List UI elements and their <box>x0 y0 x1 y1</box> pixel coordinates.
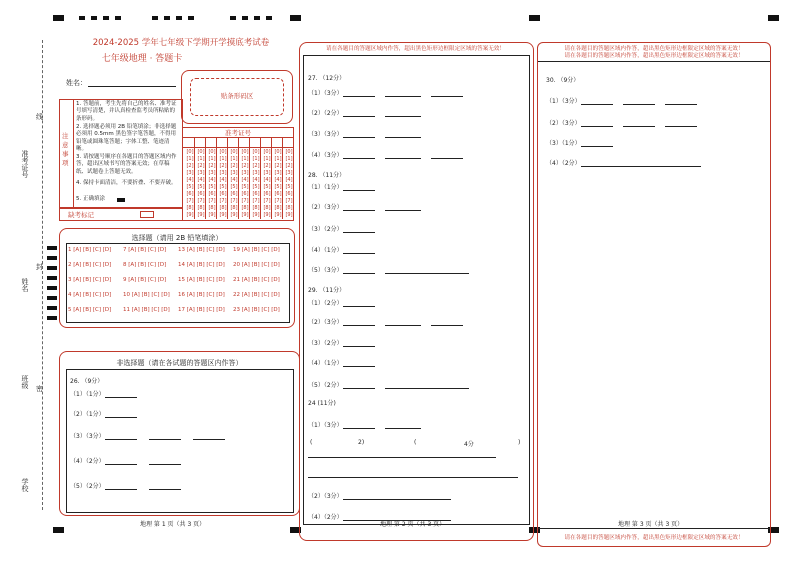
ticket-digit-cell[interactable]: [0] <box>219 149 227 155</box>
answer-line[interactable] <box>343 137 375 138</box>
mc-question[interactable]: 1 [A] [B] [C] [D] <box>68 247 112 253</box>
answer-line[interactable] <box>343 190 375 191</box>
mc-question[interactable]: 13 [A] [B] [C] [D] <box>178 247 225 253</box>
mc-title: 选择题（请用 2B 铅笔填涂） <box>131 234 223 242</box>
name-side-label: 姓名 <box>21 278 29 292</box>
ticket-digit-cell[interactable]: [7] <box>252 198 260 204</box>
notes-box <box>59 99 183 208</box>
ticket-grid[interactable] <box>182 127 294 221</box>
q29-part: （5）（2分） <box>308 382 343 389</box>
ticket-digit-cell[interactable]: [3] <box>241 170 249 176</box>
barcode-box <box>181 70 293 124</box>
ticket-digit-cell[interactable]: [1] <box>274 156 282 162</box>
timing-mark <box>768 15 779 21</box>
q24-part: （1）（3分） <box>308 422 343 429</box>
mc-question[interactable]: 22 [A] [B] [C] [D] <box>233 292 280 298</box>
answer-line[interactable] <box>149 439 181 440</box>
mc-question[interactable]: 21 [A] [B] [C] [D] <box>233 277 280 283</box>
ticket-digit-cell[interactable]: [0] <box>230 149 238 155</box>
timing-mark <box>115 16 121 20</box>
answer-line[interactable] <box>385 158 421 159</box>
ticket-digit-cell[interactable]: [2] <box>219 163 227 169</box>
ticket-digit-cell[interactable]: [7] <box>186 198 194 204</box>
q24-part: （4）（2分） <box>308 514 343 521</box>
ticket-digit-cell[interactable]: [4] <box>208 177 216 183</box>
answer-line[interactable] <box>105 439 137 440</box>
note-item: 4. 保持卡面清洁，不要折叠、不要弄破。 <box>76 180 177 186</box>
warning-text: 请在各题目的答题区域内作答，超出黑色矩形边框限定区域的答案无效！ <box>564 535 744 541</box>
fold-side-label: 密 <box>36 385 43 393</box>
q26-part: （1）（1分） <box>70 391 105 398</box>
ticket-digit-cell[interactable]: [1] <box>208 156 216 162</box>
timing-mark <box>242 16 248 20</box>
answer-line[interactable] <box>385 96 421 97</box>
ticket-digit-cell[interactable]: [8] <box>252 205 260 211</box>
page-footer-1: 地理 第 1 页（共 3 页） <box>140 521 206 528</box>
ticket-digit-cell[interactable]: [1] <box>263 156 271 162</box>
ticket-digit-cell[interactable]: [9] <box>263 212 271 218</box>
timing-mark <box>47 266 57 270</box>
note-item: 1. 答题前，考生先将自己的姓名、准考证号填写清楚，并认真检查监考员所粘贴的条形码。 <box>76 101 177 122</box>
ticket-digit-cell[interactable]: [6] <box>274 191 282 197</box>
ticket-digit-cell[interactable]: [4] <box>263 177 271 183</box>
line-side-label: 线 <box>36 113 43 121</box>
q27-part: （3）（3分） <box>308 131 343 138</box>
q28-part: （4）（1分） <box>308 247 343 254</box>
ticket-digit-cell[interactable]: [7] <box>208 198 216 204</box>
mc-question[interactable]: 5 [A] [B] [C] [D] <box>68 307 112 313</box>
timing-mark <box>176 16 182 20</box>
timing-mark <box>254 16 260 20</box>
answer-line[interactable] <box>385 428 421 429</box>
timing-mark <box>266 16 272 20</box>
ticket-digit-cell[interactable]: [7] <box>197 198 205 204</box>
ticket-digit-cell[interactable]: [0] <box>241 149 249 155</box>
ticket-digit-cell[interactable]: [6] <box>263 191 271 197</box>
ticket-digit-cell[interactable]: [4] <box>252 177 260 183</box>
ticket-digit-cell[interactable]: [6] <box>252 191 260 197</box>
q29-label: 29. （11分） <box>308 287 346 294</box>
name-field[interactable] <box>88 86 176 87</box>
answer-line[interactable] <box>343 232 375 233</box>
q26-part: （2）（1分） <box>70 411 105 418</box>
answer-line[interactable] <box>623 104 655 105</box>
timing-mark <box>47 246 57 250</box>
ticket-digit-cell[interactable]: [7] <box>263 198 271 204</box>
ticket-digit-cell[interactable]: [6] <box>208 191 216 197</box>
ticket-digit-cell[interactable]: [1] <box>230 156 238 162</box>
answer-line[interactable] <box>385 273 469 274</box>
q29-part: （1）（2分） <box>308 300 343 307</box>
answer-line[interactable] <box>343 325 375 326</box>
mc-question[interactable]: 16 [A] [B] [C] [D] <box>178 292 225 298</box>
answer-line[interactable] <box>431 325 463 326</box>
timing-mark <box>53 15 64 21</box>
q29-part: （3）（2分） <box>308 340 343 347</box>
ticket-digit-cell[interactable]: [5] <box>197 184 205 190</box>
q28-part: （5）（3分） <box>308 267 343 274</box>
answer-line[interactable] <box>343 96 375 97</box>
ticket-digit-cell[interactable]: [2] <box>197 163 205 169</box>
q28-part: （2）（3分） <box>308 204 343 211</box>
ticket-digit-cell[interactable]: [9] <box>219 212 227 218</box>
q28-part: （1）（1分） <box>308 184 343 191</box>
class-side-label: 班级 <box>21 375 29 389</box>
timing-mark <box>529 15 540 21</box>
ticket-digit-cell[interactable]: [7] <box>230 198 238 204</box>
ticket-digit-cell[interactable]: [5] <box>285 184 293 190</box>
warning-text: 请在各题目的答题区域内作答，超出黑色矩形边框限定区域的答案无效！ <box>564 53 744 59</box>
q24-part: （2）（3分） <box>308 493 343 500</box>
answer-line[interactable] <box>385 116 421 117</box>
mc-question[interactable]: 11 [A] [B] [C] [D] <box>123 307 170 313</box>
answer-line[interactable] <box>343 366 375 367</box>
ticket-digit-cell[interactable]: [0] <box>274 149 282 155</box>
answer-line[interactable] <box>581 126 613 127</box>
ticket-digit-cell[interactable]: [2] <box>274 163 282 169</box>
answer-line[interactable] <box>581 166 701 167</box>
ticket-digit-cell[interactable]: [2] <box>252 163 260 169</box>
timing-mark <box>103 16 109 20</box>
ticket-digit-cell[interactable]: [7] <box>219 198 227 204</box>
answer-line[interactable] <box>105 397 137 398</box>
mc-question[interactable]: 17 [A] [B] [C] [D] <box>178 307 225 313</box>
ticket-digit-cell[interactable]: [6] <box>197 191 205 197</box>
ticket-digit-cell[interactable]: [0] <box>285 149 293 155</box>
mc-question[interactable]: 19 [A] [B] [C] [D] <box>233 247 280 253</box>
answer-line[interactable] <box>581 104 613 105</box>
q26-part: （4）（2分） <box>70 458 105 465</box>
seal-side-label: 封 <box>36 263 43 271</box>
answer-line[interactable] <box>385 137 421 138</box>
binding-line <box>42 40 43 510</box>
answer-line[interactable] <box>308 477 518 478</box>
ticket-digit-cell[interactable]: [2] <box>208 163 216 169</box>
answer-line[interactable] <box>343 306 375 307</box>
answer-line[interactable] <box>343 158 375 159</box>
ticket-digit-cell[interactable]: [8] <box>274 205 282 211</box>
mc-question[interactable]: 20 [A] [B] [C] [D] <box>233 262 280 268</box>
timing-mark <box>47 316 57 320</box>
answer-line[interactable] <box>308 457 496 458</box>
ticket-digit-cell[interactable]: [2] <box>263 163 271 169</box>
ticket-digit-cell[interactable]: [3] <box>219 170 227 176</box>
ticket-digit-cell[interactable]: [5] <box>219 184 227 190</box>
barcode-label: 贴条形码区 <box>220 92 254 100</box>
q29-part: （4）（1分） <box>308 360 343 367</box>
ticket-digit-cell[interactable]: [3] <box>186 170 194 176</box>
q30-label: 30. （9分） <box>546 77 580 84</box>
absent-row <box>59 208 183 221</box>
ticket-digit-cell[interactable]: [8] <box>219 205 227 211</box>
note-item: 5. 正确填涂 <box>76 196 105 202</box>
mc-question[interactable]: 7 [A] [B] [C] [D] <box>123 247 167 253</box>
ticket-digit-cell[interactable]: [8] <box>208 205 216 211</box>
ticket-digit-cell[interactable]: [3] <box>252 170 260 176</box>
ticket-digit-cell[interactable]: [9] <box>230 212 238 218</box>
warning-text: 请在各题目的答题区域内作答，超出黑色矩形边框限定区域的答案无效！ <box>564 46 744 52</box>
answer-line[interactable] <box>343 388 375 389</box>
ticket-digit-cell[interactable]: [8] <box>263 205 271 211</box>
ticket-digit-cell[interactable]: [0] <box>252 149 260 155</box>
nonmc-title: 非选择题（请在各试题的答题区内作答） <box>116 359 243 367</box>
ticket-digit-cell[interactable]: [6] <box>230 191 238 197</box>
fill-sample <box>117 198 125 202</box>
ticket-digit-cell[interactable]: [9] <box>208 212 216 218</box>
q27-part: （2）（2分） <box>308 110 343 117</box>
mc-question[interactable]: 3 [A] [B] [C] [D] <box>68 277 112 283</box>
answer-line[interactable] <box>665 126 697 127</box>
ticket-digit-cell[interactable]: [5] <box>186 184 194 190</box>
ticket-digit-cell[interactable]: [1] <box>285 156 293 162</box>
answer-line[interactable] <box>343 253 375 254</box>
notes-title: 注意事项 <box>62 132 69 167</box>
ticket-digit-cell[interactable]: [7] <box>285 198 293 204</box>
ticket-digit-cell[interactable]: [9] <box>274 212 282 218</box>
answer-line[interactable] <box>149 489 181 490</box>
mc-question[interactable]: 15 [A] [B] [C] [D] <box>178 277 225 283</box>
q28-part: （3）（2分） <box>308 226 343 233</box>
ticket-digit-cell[interactable]: [6] <box>241 191 249 197</box>
timing-mark <box>290 15 301 21</box>
ticket-digit-cell[interactable]: [3] <box>230 170 238 176</box>
ticket-digit-cell[interactable]: [8] <box>230 205 238 211</box>
q30-part: （3）（1分） <box>546 140 581 147</box>
ticket-digit-cell[interactable]: [1] <box>241 156 249 162</box>
mc-question[interactable]: 2 [A] [B] [C] [D] <box>68 262 112 268</box>
ticket-digit-cell[interactable]: [1] <box>219 156 227 162</box>
warning-text: 请在各题目的答题区域内作答，超出黑色矩形边框限定区域的答案无效！ <box>325 46 505 52</box>
ticket-digit-cell[interactable]: [5] <box>230 184 238 190</box>
answer-line[interactable] <box>343 116 375 117</box>
ticket-side-label: 准考证号 <box>21 150 29 178</box>
timing-mark <box>230 16 236 20</box>
ticket-digit-cell[interactable]: [0] <box>263 149 271 155</box>
answer-line[interactable] <box>105 464 137 465</box>
ticket-digit-cell[interactable]: [2] <box>230 163 238 169</box>
ticket-digit-cell[interactable]: [5] <box>263 184 271 190</box>
ticket-digit-cell[interactable]: [3] <box>274 170 282 176</box>
q30-part: （1）（3分） <box>546 98 581 105</box>
answer-line[interactable] <box>431 96 463 97</box>
page-footer-2: 地理 第 2 页（共 3 页） <box>380 521 446 528</box>
mc-question[interactable]: 9 [A] [B] [C] [D] <box>123 277 167 283</box>
ticket-digit-cell[interactable]: [3] <box>263 170 271 176</box>
q27-label: 27. （12分） <box>308 75 346 82</box>
timing-mark <box>53 527 64 533</box>
ticket-digit-cell[interactable]: [8] <box>186 205 194 211</box>
ticket-digit-cell[interactable]: [1] <box>197 156 205 162</box>
answer-line[interactable] <box>431 158 463 159</box>
answer-line[interactable] <box>385 325 421 326</box>
timing-mark <box>152 16 158 20</box>
ticket-digit-cell[interactable]: [4] <box>285 177 293 183</box>
ticket-digit-cell[interactable]: [4] <box>241 177 249 183</box>
page-title: 2024-2025 学年七年级下学期开学摸底考试卷 <box>92 38 270 48</box>
timing-mark <box>91 16 97 20</box>
q26-label: 26. （9分） <box>70 378 104 385</box>
answer-line[interactable] <box>385 388 469 389</box>
ticket-digit-cell[interactable]: [4] <box>219 177 227 183</box>
ticket-digit-cell[interactable]: [4] <box>230 177 238 183</box>
answer-line[interactable] <box>343 499 451 500</box>
answer-line[interactable] <box>343 210 375 211</box>
q30-part: （2）（3分） <box>546 120 581 127</box>
timing-mark <box>47 286 57 290</box>
ticket-digit-cell[interactable]: [8] <box>241 205 249 211</box>
ticket-digit-cell[interactable]: [2] <box>186 163 194 169</box>
school-side-label: 学校 <box>21 478 29 492</box>
ticket-digit-cell[interactable]: [6] <box>186 191 194 197</box>
ticket-digit-cell[interactable]: [8] <box>285 205 293 211</box>
answer-line[interactable] <box>193 439 225 440</box>
answer-line[interactable] <box>149 464 181 465</box>
note-item: 3. 请按题号顺序在各题目的答题区域内作答，超出区域书写的答案无效；在草稿纸、试题卷上答题无效。 <box>76 154 177 175</box>
timing-mark <box>79 16 85 20</box>
ticket-digit-cell[interactable]: [1] <box>252 156 260 162</box>
answer-line[interactable] <box>665 104 697 105</box>
q24-label: 24 (11分) <box>308 400 336 407</box>
ticket-digit-cell[interactable]: [0] <box>208 149 216 155</box>
ticket-digit-cell[interactable]: [0] <box>197 149 205 155</box>
ticket-digit-cell[interactable]: [5] <box>252 184 260 190</box>
ticket-digit-cell[interactable]: [3] <box>208 170 216 176</box>
ticket-digit-cell[interactable]: [7] <box>274 198 282 204</box>
ticket-digit-cell[interactable]: [9] <box>186 212 194 218</box>
timing-mark <box>188 16 194 20</box>
ticket-digit-cell[interactable]: [5] <box>208 184 216 190</box>
ticket-digit-cell[interactable]: [9] <box>285 212 293 218</box>
timing-mark <box>47 276 57 280</box>
ticket-digit-cell[interactable]: [3] <box>197 170 205 176</box>
q27-part: （4）（3分） <box>308 152 343 159</box>
answer-line[interactable] <box>581 146 613 147</box>
ticket-digit-cell[interactable]: [6] <box>285 191 293 197</box>
ticket-digit-cell[interactable]: [4] <box>186 177 194 183</box>
q28-label: 28. （11分） <box>308 172 346 179</box>
mc-question[interactable]: 14 [A] [B] [C] [D] <box>178 262 225 268</box>
page-subtitle: 七年级地理 · 答题卡 <box>101 54 183 64</box>
answer-line[interactable] <box>343 428 375 429</box>
q26-part: （5）（2分） <box>70 483 105 490</box>
name-label: 姓名： <box>66 79 87 87</box>
ticket-digit-cell[interactable]: [2] <box>241 163 249 169</box>
ticket-digit-cell[interactable]: [0] <box>186 149 194 155</box>
mc-question[interactable]: 10 [A] [B] [C] [D] <box>123 292 170 298</box>
q27-part: （1）（3分） <box>308 90 343 97</box>
mc-question[interactable]: 4 [A] [B] [C] [D] <box>68 292 112 298</box>
absent-checkbox[interactable] <box>140 211 154 218</box>
timing-mark <box>47 296 57 300</box>
q29-part: （2）（3分） <box>308 319 343 326</box>
absent-label: 缺考标记 <box>68 211 94 219</box>
ticket-digit-cell[interactable]: [4] <box>197 177 205 183</box>
ticket-digit-cell[interactable]: [9] <box>252 212 260 218</box>
ticket-digit-cell[interactable]: [2] <box>285 163 293 169</box>
timing-mark <box>164 16 170 20</box>
note-item: 2. 选择题必须用 2B 铅笔填涂；非选择题必须用 0.5mm 黑色签字笔答题，不得用铅笔或圆珠笔答题；字体工整、笔迹清晰。 <box>76 124 177 153</box>
timing-mark <box>47 256 57 260</box>
q30-part: （4）（2分） <box>546 160 581 167</box>
ticket-digit-cell[interactable]: [5] <box>241 184 249 190</box>
timing-mark <box>47 306 57 310</box>
mc-question[interactable]: 8 [A] [B] [C] [D] <box>123 262 167 268</box>
ticket-label: 准考证号 <box>225 129 251 137</box>
ticket-digit-cell[interactable]: [1] <box>186 156 194 162</box>
ticket-digit-cell[interactable]: [6] <box>219 191 227 197</box>
ticket-digit-cell[interactable]: [8] <box>197 205 205 211</box>
answer-line[interactable] <box>623 126 655 127</box>
answer-line[interactable] <box>105 489 137 490</box>
ticket-digit-cell[interactable]: [7] <box>241 198 249 204</box>
ticket-digit-cell[interactable]: [5] <box>274 184 282 190</box>
ticket-digit-cell[interactable]: [9] <box>241 212 249 218</box>
mc-question[interactable]: 23 [A] [B] [C] [D] <box>233 307 280 313</box>
ticket-digit-cell[interactable]: [4] <box>274 177 282 183</box>
ticket-digit-cell[interactable]: [9] <box>197 212 205 218</box>
answer-line[interactable] <box>385 210 421 211</box>
answer-line[interactable] <box>343 346 375 347</box>
answer-line[interactable] <box>343 273 375 274</box>
ticket-digit-cell[interactable]: [3] <box>285 170 293 176</box>
answer-line[interactable] <box>105 417 137 418</box>
page-footer-3: 地理 第 3 页（共 3 页） <box>618 521 684 528</box>
q26-part: （3）（3分） <box>70 433 105 440</box>
